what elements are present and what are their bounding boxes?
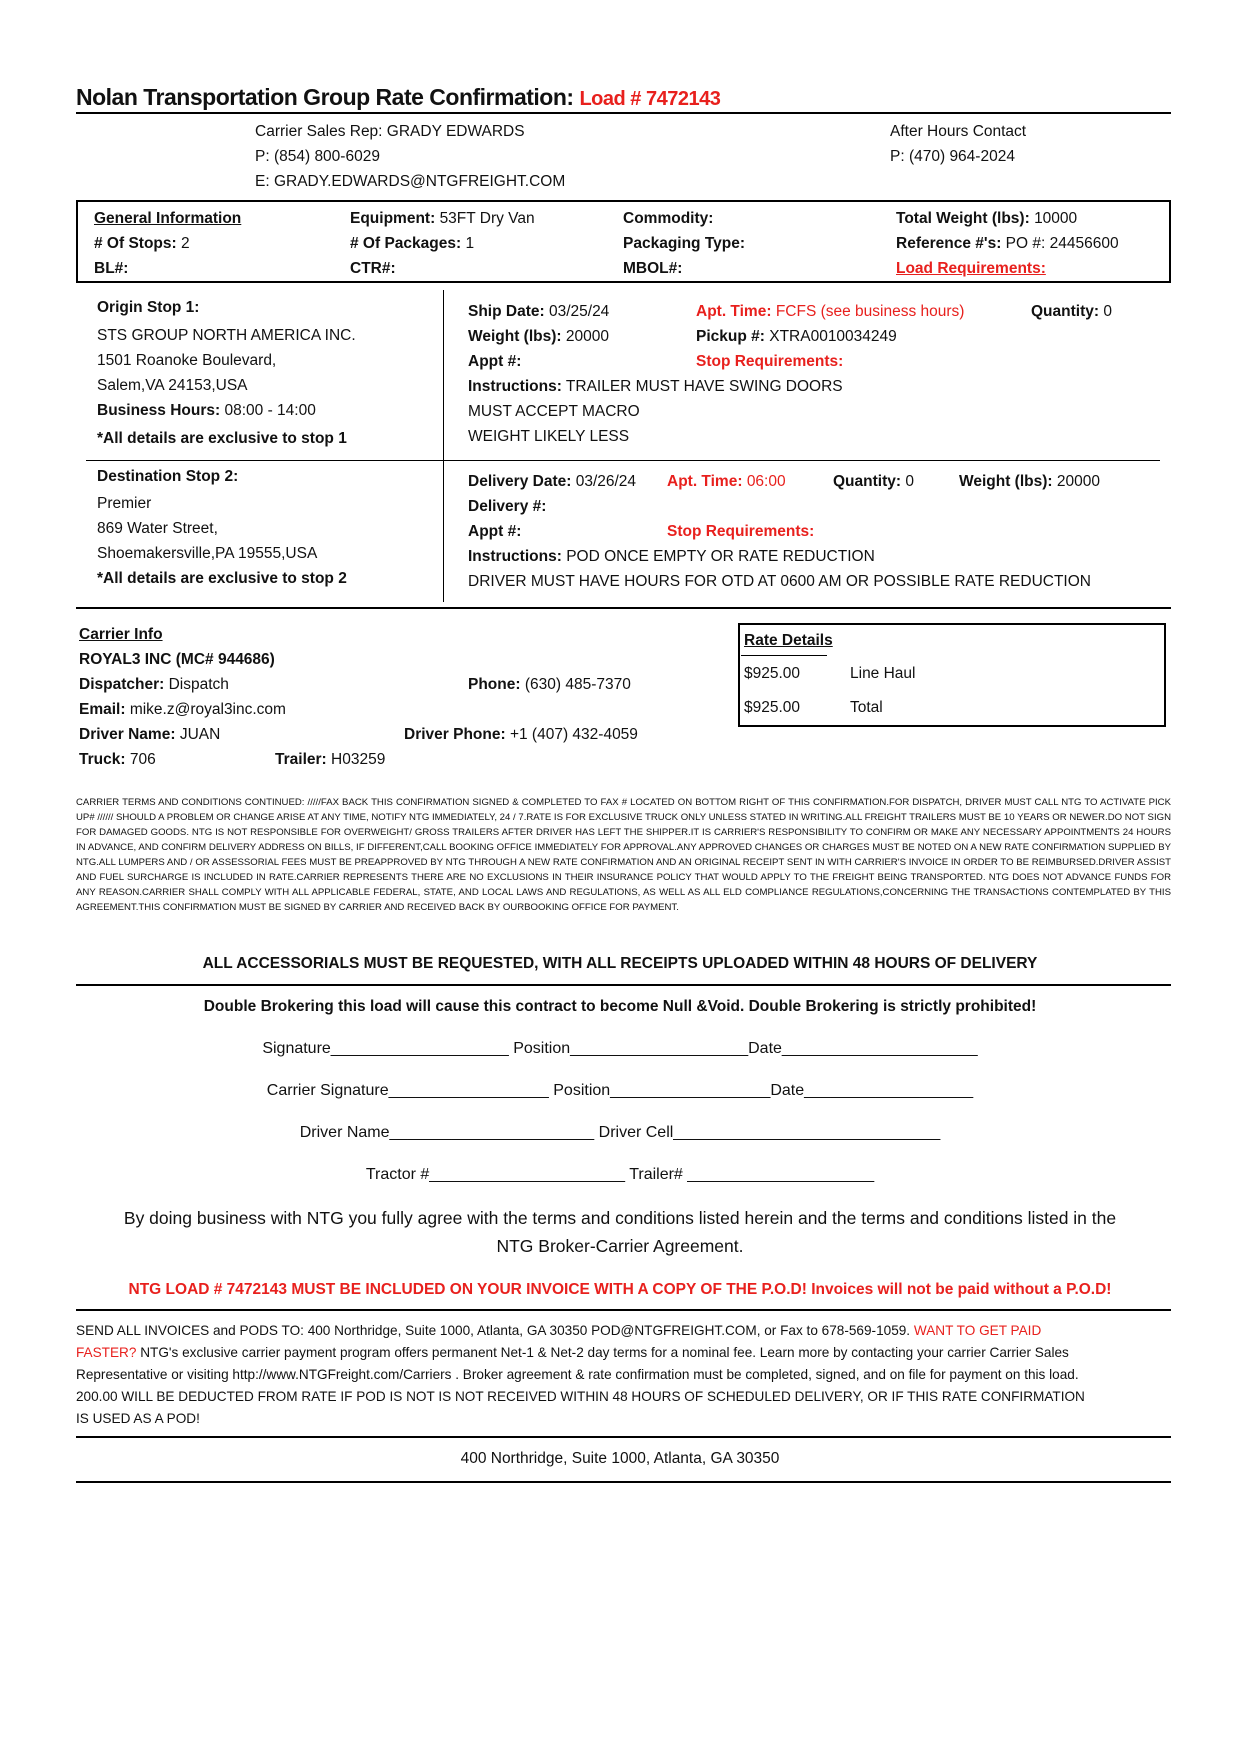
driver-phone: Driver Phone: +1 (407) 432-4059 (404, 726, 638, 743)
destination-instructions: Instructions: POD ONCE EMPTY OR RATE REDUCTION (468, 548, 875, 565)
destination-instructions-2: DRIVER MUST HAVE HOURS FOR OTD AT 0600 AM OR POSSIBLE RATE REDUCTION (468, 573, 1091, 590)
mbol-label: MBOL#: (623, 260, 683, 277)
footer-top-rule (76, 1436, 1171, 1438)
origin-exclusive-note: *All details are exclusive to stop 1 (97, 430, 347, 447)
origin-appt-time: Apt. Time: FCFS (see business hours) (696, 303, 965, 320)
page-title (76, 84, 720, 111)
rep-email: E: GRADY.EDWARDS@NTGFREIGHT.COM (255, 173, 566, 190)
rep-phone: P: (854) 800-6029 (255, 148, 380, 165)
origin-business-hours: Business Hours: 08:00 - 14:00 (97, 402, 316, 419)
destination-appt-number-label: Appt #: (468, 523, 522, 540)
signature-line[interactable]: Signature____________________ Position____________________Date______________________ (262, 1040, 978, 1057)
carrier-name: ROYAL3 INC (MC# 944686) (79, 651, 275, 668)
carrier-email: Email: mike.z@royal3inc.com (79, 701, 286, 718)
load-number: Load # 7472143 (579, 88, 721, 110)
stop-separator (86, 460, 1160, 461)
destination-quantity: Quantity: 0 (833, 473, 914, 490)
destination-weight: Weight (lbs): 20000 (959, 473, 1100, 490)
carrier-sales-rep: Carrier Sales Rep: GRADY EDWARDS (255, 123, 525, 140)
reference-numbers: Reference #'s: PO #: 24456600 (896, 235, 1119, 252)
ctr-label: CTR#: (350, 260, 396, 277)
origin-instructions: Instructions: TRAILER MUST HAVE SWING DOORS (468, 378, 843, 395)
origin-stop-heading: Origin Stop 1: (97, 299, 200, 316)
accessorials-rule (76, 984, 1171, 986)
carrier-phone: Phone: (630) 485-7370 (468, 676, 631, 693)
footer-address: 400 Northridge, Suite 1000, Atlanta, GA 30350 (460, 1450, 780, 1467)
rate-details-heading: Rate Details (744, 632, 833, 649)
footer-bottom-rule (76, 1481, 1171, 1483)
header-rule (76, 112, 1171, 114)
driver-name-line[interactable]: Driver Name_______________________ Driver Cell______________________________ (299, 1124, 941, 1141)
rate-label-total: Total (850, 699, 883, 716)
rate-amount-line-haul: $925.00 (744, 665, 801, 682)
truck: Truck: 706 (79, 751, 156, 768)
agreement-text: By doing business with NTG you fully agree with the terms and conditions listed herein and the terms and conditions listed in the (123, 1208, 1117, 1228)
equipment: Equipment: 53FT Dry Van (350, 210, 535, 227)
stops-divider (443, 290, 444, 602)
number-of-stops: # Of Stops: 2 (94, 235, 190, 252)
delivery-date: Delivery Date: 03/26/24 (468, 473, 637, 490)
pickup-number: Pickup #: XTRA0010034249 (696, 328, 897, 345)
send-invoices-line-5: IS USED AS A POD! (76, 1411, 200, 1426)
origin-address-2: Salem,VA 24153,USA (97, 377, 248, 394)
load-requirements-link[interactable]: Load Requirements: (896, 260, 1046, 277)
trailer: Trailer: H03259 (275, 751, 386, 768)
dispatcher: Dispatcher: Dispatch (79, 676, 229, 693)
tractor-trailer-line[interactable]: Tractor #______________________ Trailer# _____________________ (365, 1166, 875, 1183)
driver-name: Driver Name: JUAN (79, 726, 221, 743)
destination-stop-heading: Destination Stop 2: (97, 468, 239, 485)
origin-name: STS GROUP NORTH AMERICA INC. (97, 327, 356, 344)
invoice-rule (76, 1309, 1171, 1311)
delivery-number-label: Delivery #: (468, 498, 547, 515)
number-of-packages: # Of Packages: 1 (350, 235, 475, 252)
after-hours-phone: P: (470) 964-2024 (890, 148, 1015, 165)
send-invoices-line-4: 200.00 WILL BE DEDUCTED FROM RATE IF POD IS NOT IS NOT RECEIVED WITHIN 48 HOURS OF SCHEDULED DELIVERY, OR IF THIS RATE CONFIRMATION (76, 1389, 1085, 1404)
carrier-info-heading: Carrier Info (79, 626, 163, 643)
rate-heading-underline (741, 655, 827, 656)
destination-address-2: Shoemakersville,PA 19555,USA (97, 545, 318, 562)
origin-address-1: 1501 Roanoke Boulevard, (97, 352, 277, 369)
commodity-label: Commodity: (623, 210, 714, 227)
ship-date: Ship Date: 03/25/24 (468, 303, 610, 320)
terms-and-conditions: CARRIER TERMS AND CONDITIONS CONTINUED: /////FAX BACK THIS CONFIRMATION SIGNED & COMPLETED TO FAX # LOCATED ON BOTTOM RIGHT OF THIS CONFIRMATION.FOR DISPATCH, DRIVER MUST CALL NTG TO ACTIVATE PICK UP# ////// SHOULD A PROBLEM OR CHANGE ARISE AT ANY TIME, NOTIFY NTG IMMEDIATELY, 24 / 7.RATE IS FOR EXCLUSIVE TRUCK ONLY UNLESS STATED IN WRITING.ALL FREIGHT TRAILERS MUST BE 10 YEARS OR NEWER.DO NOT SIGN FOR DAMAGED GOODS. NTG IS NOT RESPONSIBLE FOR OVERWEIGHT/ GROSS TRAILERS AFTER DRIVER HAS LEFT THE SHIPPER.IT IS CARRIER'S RESPONSIBILITY TO CONFIRM OR MAKE ANY NECESSARY APPOINTMENTS 24 HOURS IN ADVANCE, AND CONFIRM DELIVERY ADDRESS ON BILLS, IF DIFFERENT,CALL BOOKING OFFICE IMMEDIATELY FOR APPROVAL.ANY APPROVED CHANGES OR CHARGES MUST BE NOTED ON A NEW RATE CONFIRMATION SUPPLIED BY NTG.ALL LUMPERS AND / OR ASSESSORIAL FEES MUST BE PREAPPROVED BY NTG THROUGH A NEW RATE CONFIRMATION AND AN ORIGINAL RECEIPT SENT IN WITH CARRIER'S INVOICE IN ORDER TO BE REIMBURSED.DRIVER ASSIST AND FUEL SURCHARGE IS INCLUDED IN RATE.CARRIER REPRESENTS THERE ARE NO EXCLUSIONS IN THEIR INSURANCE POLICY THAT WOULD APPLY TO THE FREIGHT BEING TRANSPORTED. NTG DOES NOT ADVANCE FUNDS FOR ANY REASON.CARRIER SHALL COMPLY WITH ALL APPLICABLE FEDERAL, STATE, AND LOCAL LAWS AND REGULATIONS, AS WELL AS ALL ELD COMPLIANCE REGULATIONS,CONCERNING THE TRANSACTIONS CONTEMPLATED BY THIS AGREEMENT.THIS CONFIRMATION MUST BE SIGNED BY CARRIER AND RECEIVED BACK BY OURBOOKING OFFICE FOR PAYMENT. (76, 797, 1171, 913)
destination-exclusive-note: *All details are exclusive to stop 2 (97, 570, 347, 587)
destination-address-1: 869 Water Street, (97, 520, 218, 537)
accessorials-notice: ALL ACCESSORIALS MUST BE REQUESTED, WITH ALL RECEIPTS UPLOADED WITHIN 48 HOURS OF DELIVERY (202, 955, 1038, 972)
origin-stop-requirements: Stop Requirements: (696, 353, 844, 370)
send-invoices-line-3: Representative or visiting http://www.NTGFreight.com/Carriers . Broker agreement & rate confirmation must be completed, signed, and on file for payment on this load. (76, 1367, 1079, 1382)
destination-stop-requirements: Stop Requirements: (667, 523, 815, 540)
origin-quantity: Quantity: 0 (1031, 303, 1112, 320)
title-text: Nolan Transportation Group Rate Confirmation: (76, 84, 574, 110)
after-hours-contact: After Hours Contact (890, 123, 1027, 140)
invoice-notice: NTG LOAD # 7472143 MUST BE INCLUDED ON YOUR INVOICE WITH A COPY OF THE P.O.D! Invoices will not be paid without a P.O.D! (128, 1281, 1112, 1298)
send-invoices-line-1: SEND ALL INVOICES and PODS TO: 400 Northridge, Suite 1000, Atlanta, GA 30350 POD@NTGFREIGHT.COM, or Fax to 678-569-1059. WANT TO GET PAID (76, 1323, 1042, 1338)
send-invoices-line-2: FASTER? NTG's exclusive carrier payment program offers permanent Net-1 & Net-2 day terms for a nominal fee. Learn more by contacting your carrier Carrier Sales (76, 1345, 1069, 1360)
origin-instructions-2: MUST ACCEPT MACRO (468, 403, 640, 420)
total-weight: Total Weight (lbs): 10000 (896, 210, 1078, 227)
origin-instructions-3: WEIGHT LIKELY LESS (468, 428, 630, 445)
destination-appt-time: Apt. Time: 06:00 (667, 473, 786, 490)
origin-appt-number-label: Appt #: (468, 353, 522, 370)
packaging-type-label: Packaging Type: (623, 235, 746, 252)
bl-label: BL#: (94, 260, 129, 277)
double-brokering-notice: Double Brokering this load will cause this contract to become Null &Void. Double Brokering is strictly prohibited! (203, 998, 1037, 1015)
origin-weight: Weight (lbs): 20000 (468, 328, 609, 345)
rate-label-line-haul: Line Haul (850, 665, 916, 682)
rate-amount-total: $925.00 (744, 699, 801, 716)
carrier-signature-line[interactable]: Carrier Signature__________________ Position__________________Date___________________ (266, 1082, 974, 1099)
agreement-text-2: NTG Broker-Carrier Agreement. (496, 1236, 744, 1256)
general-information-heading: General Information (94, 210, 242, 227)
destination-name: Premier (97, 495, 152, 512)
stops-bottom-rule (76, 607, 1171, 609)
